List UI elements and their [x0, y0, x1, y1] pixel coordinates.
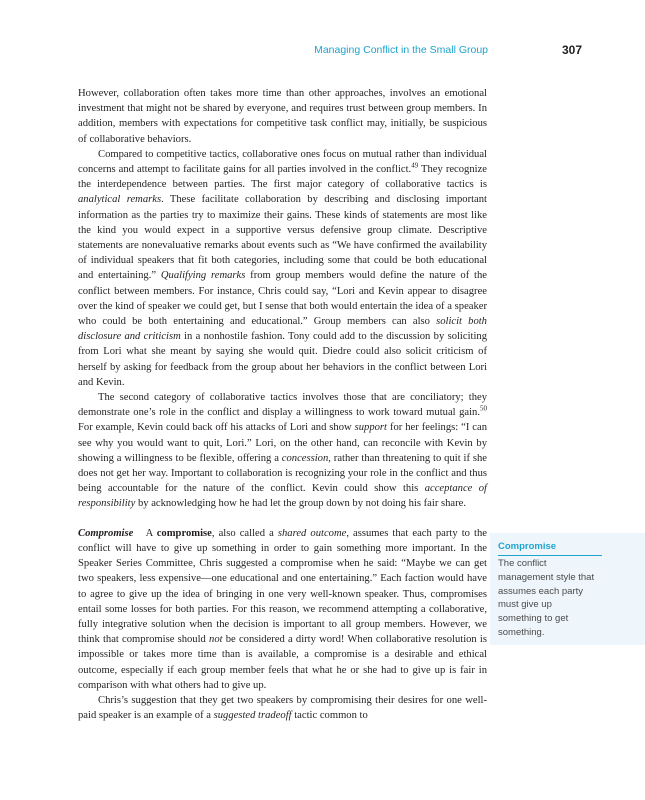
paragraph-1: However, collaboration often takes more time than other approaches, involves an emotional investment that might not be shared by everyone, and requires trust between group members. In addition, members with expectations for competitive task conflict may, initially, be suspicious of collaborative behaviors.	[78, 88, 487, 145]
paragraph-4: Compromise A compromise, also called a shared outcome, assumes that each party to the conflict will have to give up something in order to gain something more important. In the Speaker Series Committee, Chris suggested a compromise when he said: “Maybe we can get two speakers, less expensive—one educational and one entertaining.” Each faction would have to agree to give up the idea of bringing in one very well-known speaker. Thus, compromises entail some losses for both parties. For this reason, we recommend attempting a collaborative, fully integrative solution when the decision is important to all group members. However, we think that compromise should not be considered a dirty word! When collaborative resolution is impossible or takes more time than is available, a compromise is a desirable and ethical outcome, especially if each group member feels that what he or she had to give up is fair in comparison with what others had to give up.	[78, 527, 487, 691]
key-term: concession	[281, 452, 329, 464]
margin-note-definition: The conflict management style that assumes each party must give up something to get something.	[498, 558, 595, 638]
paragraph-3: The second category of collaborative tactics involves those that are conciliatory; they demonstrate one’s role in the conflict and display a willingness to work toward mutual gain.$^{50}$ For example, Kevin could back off his attacks of Lori and show support for her feelings: “I can see why you would want to quit, Lori.” Lori, on the other hand, can reconcile with Kevin by showing a willingness to be flexible, offering a concession, rather than threatening to quit if she does not get her way. Important to collaboration is recognizing your role in the conflict and thus being accountable for the nature of the conflict. Kevin could show this acceptance of responsibility by acknowledging how he had let the group down by not doing his fair share.	[78, 392, 488, 510]
bold-term: compromise	[156, 527, 212, 539]
endnote-ref: 49	[411, 161, 419, 170]
key-term: support	[354, 422, 388, 434]
key-term: acceptance of responsibility	[78, 483, 487, 510]
paragraph-5: Chris’s suggestion that they get two speakers by compromising their desires for one well-paid speaker is an example of a suggested tradeoff tactic common to	[78, 694, 487, 722]
key-term: solicit both disclosure and criticism	[78, 316, 487, 343]
endnote-ref: 50	[480, 404, 487, 413]
key-term: analytical remarks	[78, 194, 162, 206]
body-text	[78, 86, 487, 723]
key-term: shared outcome	[277, 527, 347, 539]
paragraph-2: Compared to competitive tactics, collaborative ones focus on mutual rather than individual concerns and attempt to facilitate gains for all parties involved in the conflict.$^{49}$ They recognize the interdependence between parties. The first major category of collaborative tactics is analytical remarks. These facilitate collaboration by describing and disclosing important information as the parties try to maximize their gains. These kinds of statements are most like the kind you would expect in a supportive versus defensive group climate. Descriptive statements are nonevaluative remarks about events such as “We have confirmed the availability of individual speakers that fit both categories, including some that could be both educational and entertaining.” Qualifying remarks from group members would define the nature of the conflict between members. For instance, Chris could say, “Lori and Kevin appear to disagree over the kind of speaker we could get, but I sense that both would entertain the idea of a speaker who could be both entertaining and educational.” Group members can also solicit both disclosure and criticism in a nonhostile fashion. Tony could add to the discussion by soliciting from Lori what she meant by saying she would quit. Diedre could also solicit criticism of herself by asking for feedback from the group about her behaviors in the conflict between Lori and Kevin.	[78, 148, 488, 388]
margin-note-term: Compromise	[498, 541, 602, 556]
emphasis: not	[209, 634, 223, 646]
key-term: Qualifying remarks	[160, 270, 246, 282]
section-heading: Compromise	[78, 527, 134, 539]
page-number: 307	[562, 43, 583, 57]
key-term: suggested tradeoff	[213, 710, 292, 722]
running-header: Managing Conflict in the Small Group	[314, 44, 488, 56]
